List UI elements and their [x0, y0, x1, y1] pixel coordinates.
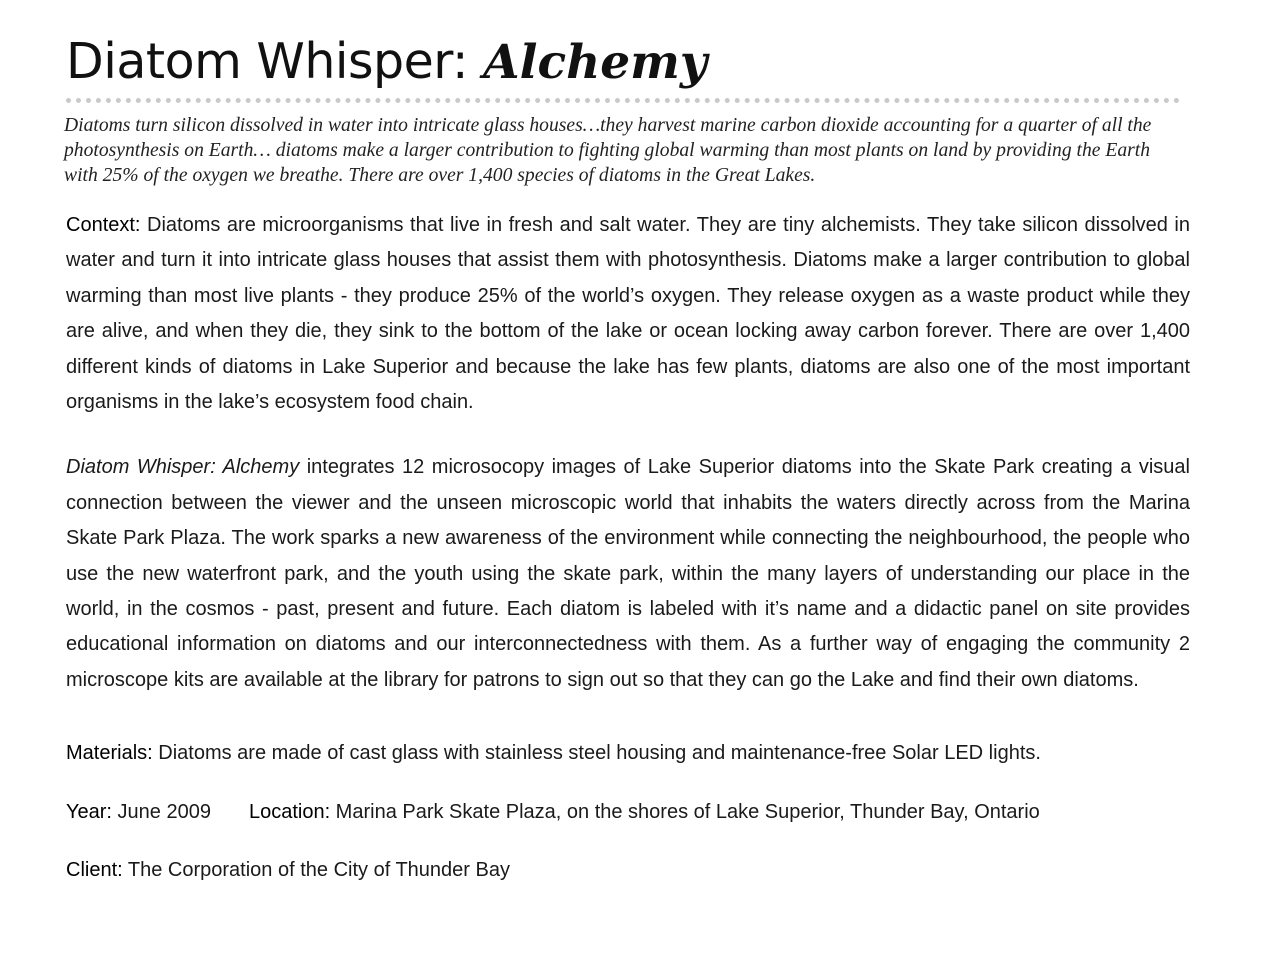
context-label: Context: [66, 214, 141, 236]
document-page [66, 30, 1190, 885]
year-label: Year: [66, 801, 112, 824]
description-text: integrates 12 microsocopy images of Lake Superior diatoms into the Skate Park creating a visual connection between the viewer and the unseen microscopic world that inhabits the waters directly across from the Marina Skate Park Plaza. The work sparks a new awareness of the environment while connecting the neighbourhood, the people who use the new waterfront park, and the youth using the skate park, within the many layers of understanding our place in the world, in the cosmos - past, present and future. Each diatom is labeled with it’s name and a didactic panel on site provides educational information on diatoms and our interconnectedness with them. As a further way of engaging the community 2 microscope kits are available at the library for patrons to sign out so that they can go the Lake and find their own diatoms. [66, 456, 1190, 691]
materials-label: Materials: [66, 742, 153, 765]
context-paragraph [66, 208, 1190, 420]
page-title [66, 30, 1190, 94]
description-paragraph [66, 450, 1190, 698]
location-text: Marina Park Skate Plaza, on the shores of Lake Superior, Thunder Bay, Ontario [330, 801, 1040, 824]
dotted-divider [66, 98, 1180, 103]
page-title-subtitle: Alchemy [483, 35, 708, 90]
client-label: Client: [66, 859, 123, 882]
client-line [66, 855, 1190, 885]
year-text: June 2009 [111, 801, 211, 824]
intro-quote: Diatoms turn silicon dissolved in water into intricate glass houses…they harvest marine carbon dioxide accounting for a quarter of all the photosynthesis on Earth… diatoms make a larger contribution to fighting global warming than most plants on land by providing the Earth with 25% of the oxygen we breathe. There are over 1,400 species of diatoms in the Great Lakes. [64, 115, 1152, 186]
work-title-italic: Diatom Whisper: Alchemy [66, 456, 300, 479]
materials-line [66, 738, 1190, 768]
materials-text: Diatoms are made of cast glass with stainless steel housing and maintenance-free Solar LED lights. [152, 742, 1041, 765]
context-text: Diatoms are microorganisms that live in fresh and salt water. They are tiny alchemists. They take silicon dissolved in water and turn it into intricate glass houses that assist them with photosynthesis. Diatoms make a larger contribution to global warming than most live plants - they produce 25% of the world’s oxygen. They release oxygen as a waste product while they are alive, and when they die, they sink to the bottom of the lake or ocean locking away carbon forever. There are over 1,400 different kinds of diatoms in Lake Superior and because the lake has few plants, diatoms are also one of the most important organisms in the lake’s ecosystem food chain. [66, 214, 1190, 414]
page-title-main: Diatom Whisper: [66, 33, 484, 90]
year-location-line [66, 797, 1190, 827]
location-label: Location: [248, 801, 331, 824]
client-text: The Corporation of the City of Thunder Bay [122, 859, 510, 882]
